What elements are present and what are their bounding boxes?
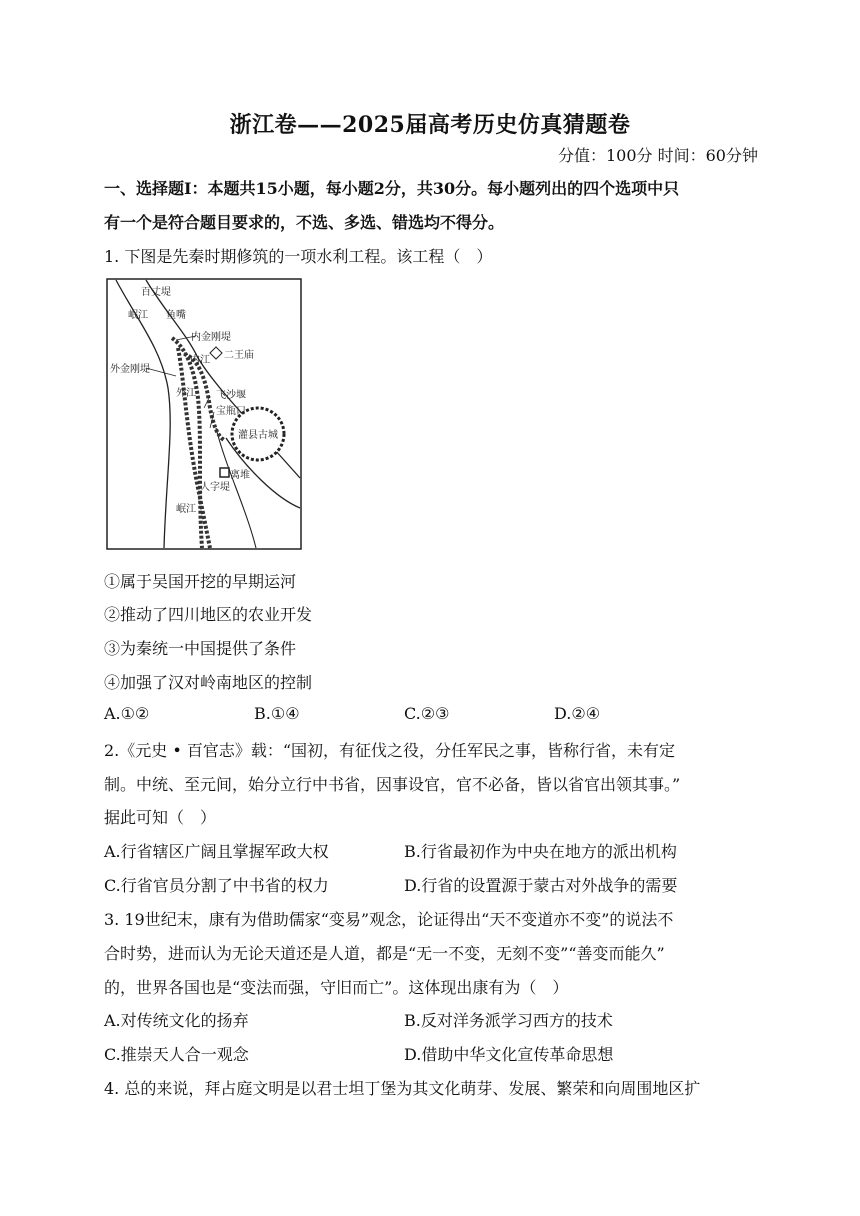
q2-stem-line-3: 据此可知（ ） — [104, 808, 217, 827]
q1-option-a[interactable]: A.①② — [104, 704, 150, 723]
label-guanxiangucheng: 灌县古城 — [238, 430, 278, 441]
q2-option-d[interactable]: D.行省的设置源于蒙古对外战争的需要 — [404, 876, 678, 895]
score-time-info: 分值：100分 时间：60分钟 — [558, 146, 758, 165]
q1-item-4: ④加强了汉对岭南地区的控制 — [104, 673, 313, 692]
q2-option-c[interactable]: C.行省官员分割了中书省的权力 — [104, 876, 329, 895]
q2-option-b[interactable]: B.行省最初作为中央在地方的派出机构 — [404, 842, 677, 861]
section-instruction-line-1: 一、选择题Ⅰ：本题共15小题，每小题2分，共30分。每小题列出的四个选项中只 — [104, 179, 680, 198]
q1-stem: 1. 下图是先秦时期修筑的一项水利工程。该工程（ ） — [104, 247, 493, 266]
q2-option-a[interactable]: A.行省辖区广阔且掌握军政大权 — [104, 842, 329, 861]
label-erwangmiao: 二王庙 — [224, 350, 254, 361]
page-title: 浙江卷——2025届高考历史仿真猜题卷 — [229, 112, 631, 138]
q3-stem-line-3: 的，世界各国也是“变法而强，守旧而亡”。这体现出康有为（ ） — [104, 978, 569, 997]
label-feishayan: 飞沙堰 — [216, 390, 246, 401]
label-minjiang-bottom: 岷江 — [176, 504, 196, 515]
section-instruction-line-2: 有一个是符合题目要求的，不选、多选、错选均不得分。 — [104, 213, 505, 232]
label-waijingangdi: 外金刚堤 — [110, 364, 150, 375]
q3-option-b[interactable]: B.反对洋务派学习西方的技术 — [404, 1011, 613, 1030]
q1-item-3: ③为秦统一中国提供了条件 — [104, 639, 297, 658]
q3-option-a[interactable]: A.对传统文化的扬弃 — [104, 1011, 249, 1030]
label-neijiang: 内江 — [190, 355, 210, 366]
q1-option-b[interactable]: B.①④ — [254, 704, 300, 723]
q3-option-d[interactable]: D.借助中华文化宣传革命思想 — [404, 1045, 614, 1064]
q3-stem-line-2: 合时势，进而认为无论天道还是人道，都是“无一不变，无刻不变”“善变而能久” — [104, 944, 665, 963]
dujiangyan-map-figure — [106, 278, 302, 550]
label-yuzui: 鱼嘴 — [166, 310, 186, 321]
label-baizhangdi: 百丈堤 — [141, 287, 171, 298]
q3-option-c[interactable]: C.推崇天人合一观念 — [104, 1045, 249, 1064]
label-baopingkou: 宝瓶口 — [216, 406, 246, 417]
q1-option-d[interactable]: D.②④ — [554, 704, 601, 723]
label-waijiang: 外江 — [176, 388, 196, 399]
label-minjiang-top: 岷江 — [128, 310, 148, 321]
label-lidui: 离堆 — [230, 470, 250, 481]
q1-item-2: ②推动了四川地区的农业开发 — [104, 605, 313, 624]
q3-stem-line-1: 3. 19世纪末，康有为借助儒家“变易”观念，论证得出“天不变道亦不变”的说法不 — [104, 910, 674, 929]
q2-stem-line-2: 制。中统、至元间，始分立行中书省，因事设官，官不必备，皆以省官出领其事。” — [104, 775, 681, 794]
q2-stem-line-1: 2.《元史 • 百官志》载：“国初，有征伐之役，分任军民之事，皆称行省，未有定 — [104, 741, 676, 760]
q4-stem-line-1: 4. 总的来说，拜占庭文明是以君士坦丁堡为其文化萌芽、发展、繁荣和向周围地区扩 — [104, 1079, 701, 1098]
q1-item-1: ①属于吴国开挖的早期运河 — [104, 572, 297, 591]
label-renzidi: 人字堤 — [200, 482, 230, 493]
q1-option-c[interactable]: C.②③ — [404, 704, 450, 723]
label-neijingangdi: 内金刚堤 — [191, 332, 231, 343]
